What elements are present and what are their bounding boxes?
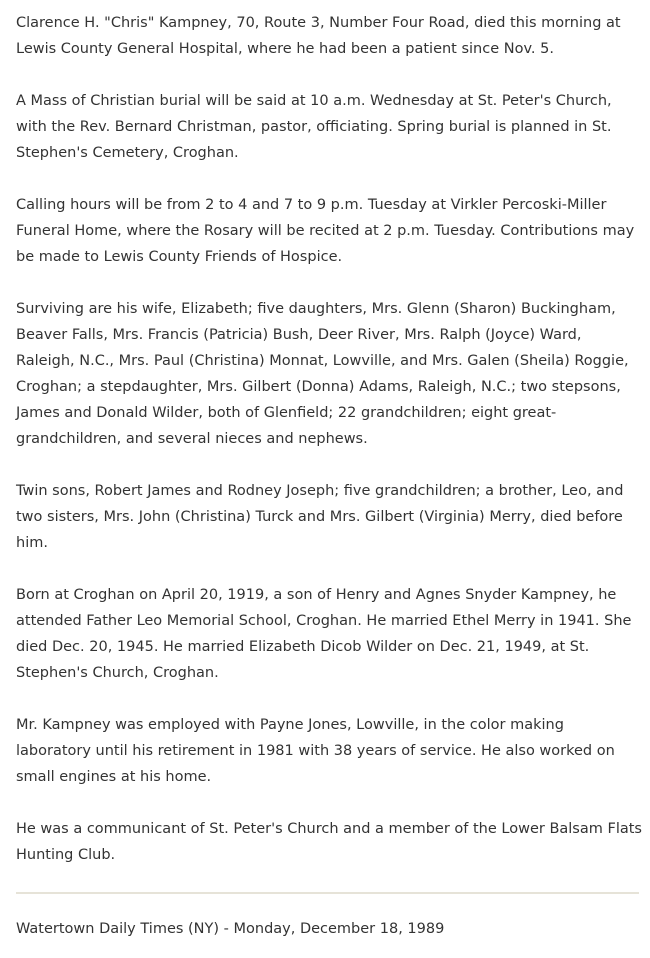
paragraph-predeceased: Twin sons, Robert James and Rodney Joseph; five grandchildren; a brother, Leo, and two sisters, Mrs. John (Christina) Turck and Mrs. Gilbert (Virginia) Merry, died before him. <box>16 483 624 551</box>
obituary-body <box>16 10 642 894</box>
paragraph-calling-hours: Calling hours will be from 2 to 4 and 7 to 9 p.m. Tuesday at Virkler Percoski-Miller Funeral Home, where the Rosary will be recited at 2 p.m. Tuesday. Contributions may be made to Lewis County Friends of Hospice. <box>16 197 635 265</box>
paragraph-employment: Mr. Kampney was employed with Payne Jones, Lowville, in the color making laboratory until his retirement in 1981 with 38 years of service. He also worked on small engines at his home. <box>16 717 615 785</box>
paragraph-biography: Born at Croghan on April 20, 1919, a son of Henry and Agnes Snyder Kampney, he attended Father Leo Memorial School, Croghan. He married Ethel Merry in 1941. She died Dec. 20, 1945. He married Elizabeth Dicob Wilder on Dec. 21, 1949, at St. Stephen's Church, Croghan. <box>16 587 632 681</box>
paragraph-memberships: He was a communicant of St. Peter's Church and a member of the Lower Balsam Flats Hunting Club. <box>16 821 642 863</box>
paragraph-death-notice: Clarence H. "Chris" Kampney, 70, Route 3, Number Four Road, died this morning at Lewis County General Hospital, where he had been a patient since Nov. 5. <box>16 15 621 57</box>
paragraph-mass: A Mass of Christian burial will be said at 10 a.m. Wednesday at St. Peter's Church, with the Rev. Bernard Christman, pastor, officiating. Spring burial is planned in St. Stephen's Cemetery, Croghan. <box>16 93 612 161</box>
paragraph-survivors: Surviving are his wife, Elizabeth; five daughters, Mrs. Glenn (Sharon) Buckingham, Beaver Falls, Mrs. Francis (Patricia) Bush, Deer River, Mrs. Ralph (Joyce) Ward, Raleigh, N.C., Mrs. Paul (Christina) Monnat, Lowville, and Mrs. Galen (Sheila) Roggie, Croghan; a stepdaughter, Mrs. Gilbert (Donna) Adams, Raleigh, N.C.; two stepsons, James and Donald Wilder, both of Glenfield; 22 grandchildren; eight great-grandchildren, and several nieces and nephews. <box>16 301 629 447</box>
source-citation: Watertown Daily Times (NY) - Monday, December 18, 1989 <box>16 921 445 937</box>
divider <box>16 892 639 894</box>
